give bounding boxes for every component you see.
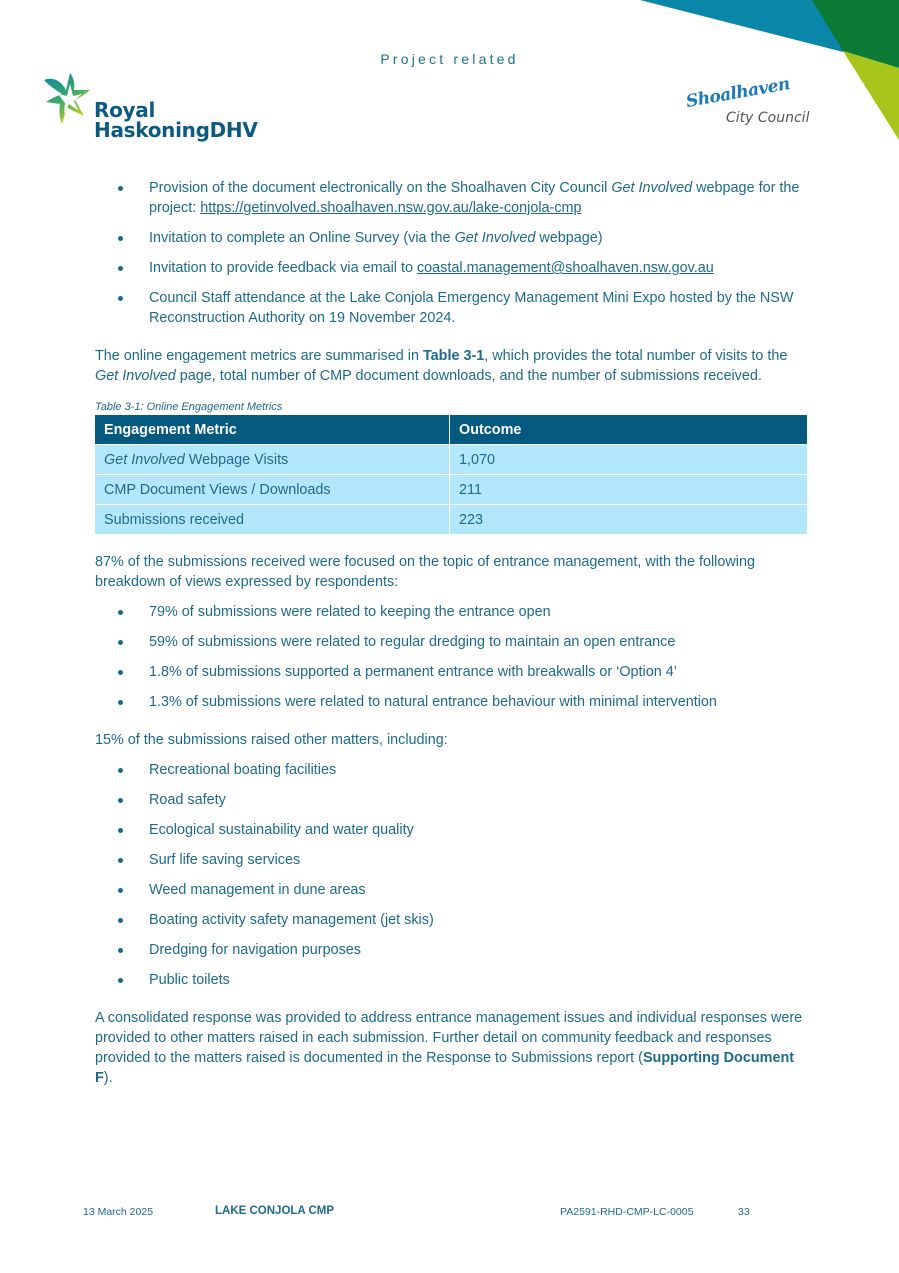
body-content xyxy=(95,178,810,1088)
table-row xyxy=(95,505,807,535)
engagement-metrics-table xyxy=(95,415,807,534)
bullet-icon xyxy=(118,888,123,893)
entrance-paragraph: 87% of the submissions received were focused on the topic of entrance management, with the following breakdown of views expressed by respondents: xyxy=(95,554,755,590)
bullet-icon xyxy=(118,296,123,301)
header-label: Project related xyxy=(380,51,519,67)
brand-name: Royal HaskoningDHV xyxy=(94,98,258,142)
table-reference-link: Table 3-1 xyxy=(422,348,485,364)
footer-document-title: LAKE CONJOLA CMP xyxy=(215,1205,335,1217)
table-cell-metric: Get Involved Webpage Visits xyxy=(95,445,450,475)
star-icon xyxy=(40,70,100,130)
metrics-paragraph: The online engagement metrics are summarised in Table 3-1, which provides the total number of visits to the Get Involved page, total number of CMP document downloads, and the number of submissions received. xyxy=(95,348,788,384)
bullet-icon xyxy=(118,610,123,615)
list-item: Boating activity safety management (jet skis) xyxy=(95,910,810,930)
list-item: Dredging for navigation purposes xyxy=(95,940,810,960)
entrance-views-list xyxy=(95,602,810,712)
bullet-icon xyxy=(118,640,123,645)
closing-paragraph: A consolidated response was provided to address entrance management issues and individual responses were provided to other matters raised in each submission. Further detail on community feedback and responses provided to the matters raised is documented in the Response to Submissions report (Supporting Document F). xyxy=(95,1010,803,1086)
bullet-icon xyxy=(118,948,123,953)
bullet-icon xyxy=(118,828,123,833)
list-item: 79% of submissions were related to keeping the entrance open xyxy=(95,602,810,622)
column-header: Engagement Metric xyxy=(95,415,450,445)
list-item: Public toilets xyxy=(95,970,810,990)
list-item: 1.3% of submissions were related to natural entrance behaviour with minimal intervention xyxy=(95,692,810,712)
list-item: 59% of submissions were related to regular dredging to maintain an open entrance xyxy=(95,632,810,652)
bullet-icon xyxy=(118,186,123,191)
bullet-icon xyxy=(118,918,123,923)
footer-date: 13 March 2025 xyxy=(83,1206,154,1218)
bullet-icon xyxy=(118,670,123,675)
bullet-icon xyxy=(118,700,123,705)
bullet-icon xyxy=(118,978,123,983)
other-matters-list xyxy=(95,760,810,990)
bullet-icon xyxy=(118,798,123,803)
table-row xyxy=(95,475,807,505)
list-item: Invitation to provide feedback via email to coastal.management@shoalhaven.nsw.gov.au xyxy=(95,258,810,278)
table-header-row xyxy=(95,415,807,445)
get-involved-link[interactable]: https://getinvolved.shoalhaven.nsw.gov.au/lake-conjola-cmp xyxy=(200,200,582,216)
engagement-activities-list xyxy=(95,178,810,328)
column-header: Outcome xyxy=(450,415,808,445)
table-cell-outcome: 1,070 xyxy=(450,445,808,475)
list-item: Road safety xyxy=(95,790,810,810)
list-item: Provision of the document electronically on the Shoalhaven City Council Get Involved webpage for the project: https://getinvolved.shoalhaven.nsw.gov.au/lake-conjola-cmp xyxy=(95,178,810,218)
bullet-icon xyxy=(118,266,123,271)
bullet-icon xyxy=(118,858,123,863)
bullet-icon xyxy=(118,236,123,241)
bullet-icon xyxy=(118,768,123,773)
list-item: Invitation to complete an Online Survey (via the Get Involved webpage) xyxy=(95,228,810,248)
table-cell-metric: CMP Document Views / Downloads xyxy=(95,475,450,505)
city-council-wordmark: City Council xyxy=(726,110,810,126)
shoalhaven-wordmark: Shoalhaven xyxy=(684,74,792,112)
shoalhaven-city-council-logo xyxy=(684,74,824,136)
table-row xyxy=(95,445,807,475)
list-item: Council Staff attendance at the Lake Conjola Emergency Management Mini Expo hosted by the NSW Reconstruction Authority on 19 November 2024. xyxy=(95,288,810,328)
list-item: Recreational boating facilities xyxy=(95,760,810,780)
list-item: 1.8% of submissions supported a permanent entrance with breakwalls or ‘Option 4’ xyxy=(95,662,810,682)
list-item: Ecological sustainability and water quality xyxy=(95,820,810,840)
supporting-document-reference: Supporting Document F xyxy=(95,1050,795,1086)
table-cell-metric: Submissions received xyxy=(95,505,450,535)
page-number: 33 xyxy=(738,1206,750,1218)
table-cell-outcome: 211 xyxy=(450,475,808,505)
table-caption: Table 3-1: Online Engagement Metrics xyxy=(95,401,283,413)
royal-haskoningdhv-logo xyxy=(40,70,260,150)
list-item: Surf life saving services xyxy=(95,850,810,870)
footer-document-number: PA2591-RHD-CMP-LC-0005 xyxy=(560,1206,694,1218)
email-link[interactable]: coastal.management@shoalhaven.nsw.gov.au xyxy=(416,260,714,276)
other-matters-paragraph: 15% of the submissions raised other matters, including: xyxy=(95,732,448,748)
list-item: Weed management in dune areas xyxy=(95,880,810,900)
table-cell-outcome: 223 xyxy=(450,505,808,535)
